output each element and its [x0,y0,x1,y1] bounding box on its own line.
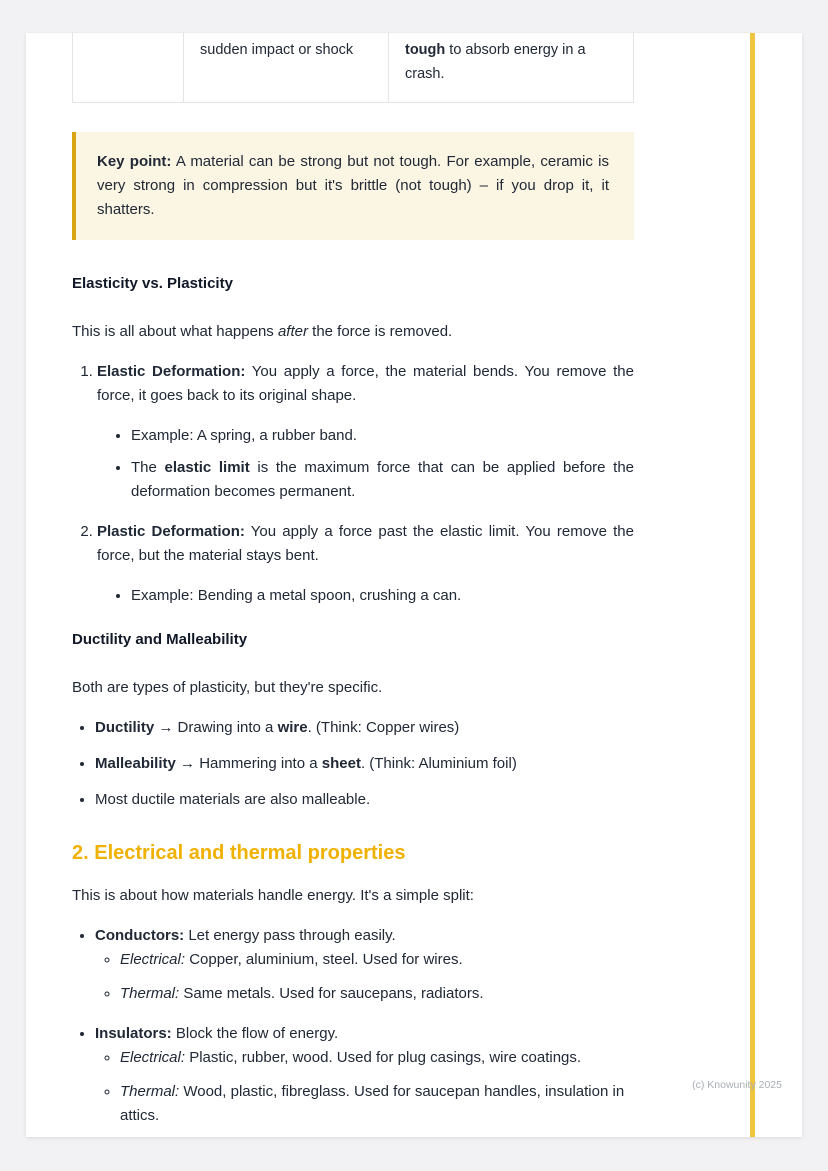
insulators-lead: Insulators: [95,1025,172,1042]
conductors-lead: Conductors: [95,927,185,944]
document-page [26,33,802,1137]
document-content [72,33,634,1128]
insulators-thermal-em: Thermal: [120,1083,180,1100]
list-item-elastic-limit [131,456,634,504]
list-item-insulators-thermal [120,1080,634,1128]
list-item-conductors-electrical [120,948,634,972]
intro-pre-text: This is all about what happens [72,323,278,340]
table-cell-tough [388,33,634,102]
knowunity-watermark: (c) Knowunity 2025 [692,1079,782,1091]
conductors-thermal-em: Thermal: [120,985,180,1002]
elastic-deformation-body: You apply a force, the material bends. You remove the force, it goes back to its original shape. [97,363,634,404]
intro-italic-after: after [277,323,308,340]
list-item-elastic-deformation [97,360,634,504]
list-item-conductors-thermal [120,982,634,1006]
table-cell-empty [72,33,183,102]
insulators-electrical-text: Plastic, rubber, wood. Used for plug casings, wire coatings. [185,1049,582,1066]
heading-electrical-thermal: 2. Electrical and thermal properties [72,842,406,864]
malleability-lead: Malleability [95,755,176,772]
list-item-insulators [95,1022,634,1128]
list-item-malleability [95,752,634,776]
paragraph-elasticity-intro [72,320,634,344]
paragraph-ductility-intro: Both are types of plasticity, but they're specific. [72,679,383,696]
elastic-deformation-text [97,360,634,408]
intro-post-text: the force is removed. [307,323,453,340]
conductors-sublist [95,948,634,1006]
ductility-bold-wire: wire [277,719,308,736]
malleability-bold-sheet: sheet [321,755,361,772]
list-item-ductility [95,716,634,740]
insulators-sublist [95,1046,634,1128]
malleability-post: . (Think: Aluminium foil) [360,755,517,772]
heading-elasticity-vs-plasticity: Elasticity vs. Plasticity [72,275,233,292]
list-item-conductors [95,924,634,1006]
keypoint-text: A material can be strong but not tough. For example, ceramic is very strong in compression but it's brittle (not tough) – if you drop it, it shatters. [97,153,609,218]
deformation-list [72,360,634,608]
insulators-line [95,1025,338,1042]
ductility-post: . (Think: Copper wires) [307,719,460,736]
ductility-list [72,716,634,812]
insulators-body: Block the flow of energy. [171,1025,339,1042]
insulators-thermal-text: Wood, plastic, fibreglass. Used for saucepan handles, insulation in attics. [120,1083,625,1124]
conductors-insulators-list [72,924,634,1128]
table-cell-impact-text: sudden impact or shock [200,42,354,58]
list-item-insulators-electrical [120,1046,634,1070]
ductility-lead: Ductility [95,719,155,736]
keypoint-callout [72,132,634,240]
plastic-deformation-lead: Plastic Deformation: [97,523,245,540]
conductors-thermal-text: Same metals. Used for saucepans, radiators. [179,985,484,1002]
conductors-electrical-em: Electrical: [120,951,186,968]
table-cell-tough-bold: tough [405,42,446,58]
elastic-limit-pre: The [131,459,165,476]
page-edge-accent-line [750,33,755,1137]
paragraph-electrical-intro: This is about how materials handle energy. It's a simple split: [72,887,474,904]
plastic-sublist [97,584,634,608]
elastic-sublist [97,424,634,504]
ductility-mid: → Drawing into a [154,719,278,736]
elastic-deformation-lead: Elastic Deformation: [97,363,246,380]
conductors-electrical-text: Copper, aluminium, steel. Used for wires. [185,951,463,968]
conductors-line [95,927,396,944]
table-cell-tough-text: to absorb energy in a crash. [405,42,586,82]
plastic-deformation-body: You apply a force past the elastic limit. You remove the force, but the material stays bent. [97,523,634,564]
elastic-limit-post: is the maximum force that can be applied before the deformation becomes permanent. [131,459,635,500]
malleability-mid: → Hammering into a [175,755,322,772]
conductors-body: Let energy pass through easily. [184,927,396,944]
plastic-deformation-text [97,520,634,568]
list-item-plastic-deformation [97,520,634,608]
insulators-electrical-em: Electrical: [120,1049,186,1066]
elastic-limit-bold: elastic limit [164,459,250,476]
table-fragment [72,33,634,103]
list-item-ductile-note: • Most ductile materials are also malleable. [95,788,634,812]
keypoint-label: Key point: [97,153,172,170]
heading-ductility-malleability: Ductility and Malleability [72,631,248,648]
table-cell-impact [183,33,388,102]
list-item-elastic-example: • Example: A spring, a rubber band. [131,424,634,448]
list-item-plastic-example: • Example: Bending a metal spoon, crushing a can. [131,584,634,608]
